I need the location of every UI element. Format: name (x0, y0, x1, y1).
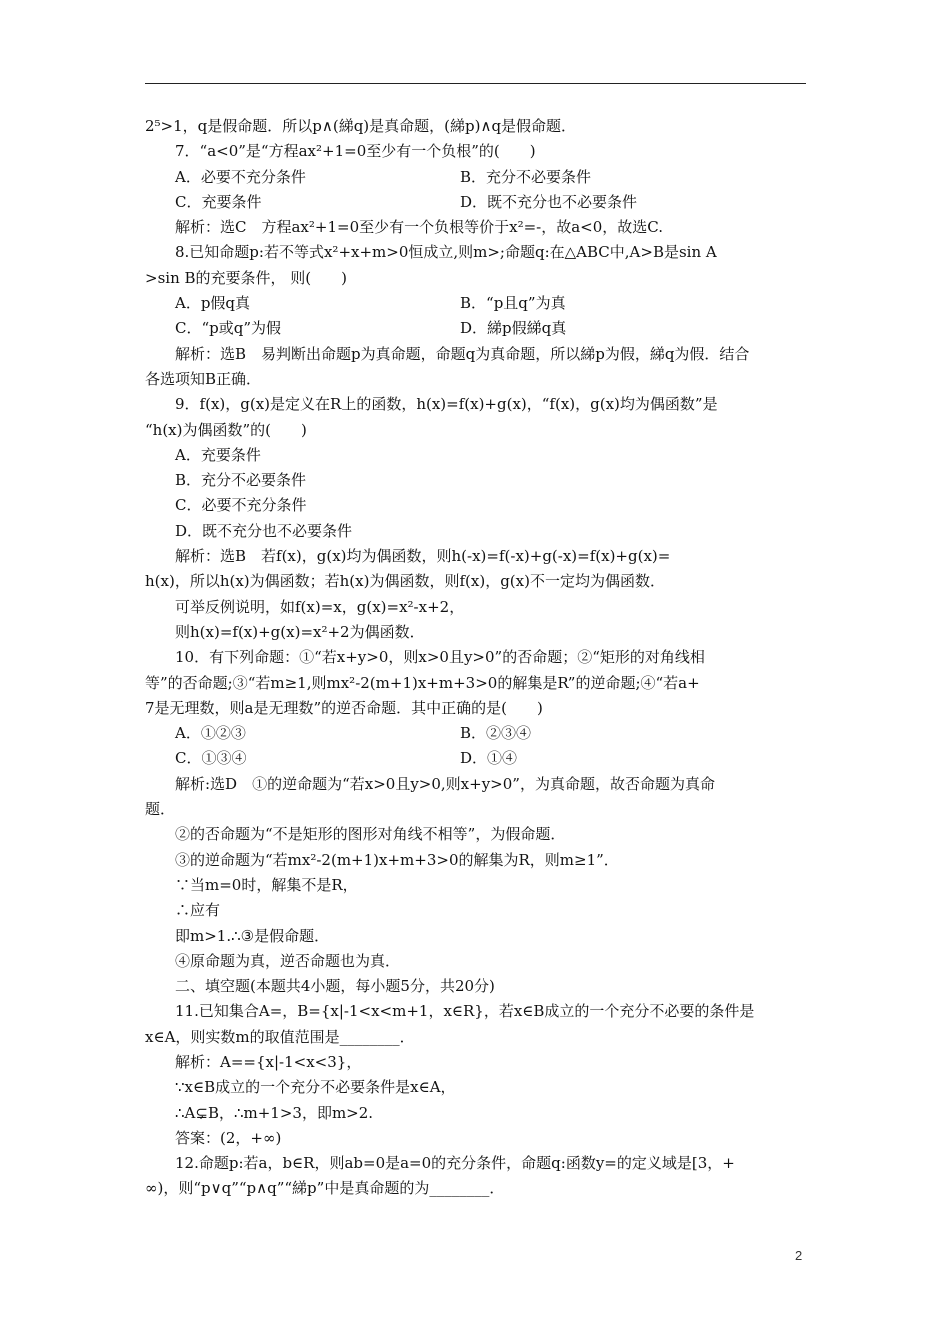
text-line: x∈A，则实数m的取值范围是________． (145, 1027, 415, 1046)
text-line: 二、填空题(本题共4小题，每小题5分，共20分) (175, 977, 495, 996)
text-line: ②的否命题为“不是矩形的图形对角线不相等”，为假命题． (175, 825, 566, 844)
text-line: ∵x∈B成立的一个充分不必要条件是x∈A， (175, 1078, 456, 1097)
text-line: ∴应有 (175, 901, 221, 920)
text-line: 可举反例说明，如f(x)=x，g(x)=x²-x+2， (175, 597, 465, 616)
text-line: ④原命题为真，逆否命题也为真． (175, 951, 401, 970)
text-line: 解析：A=={x|-1<x<3}， (175, 1052, 362, 1071)
text-line: 解析：选B 易判断出命题p为真命题，命题q为真命题，所以綈p为假，綈q为假．结合 (175, 344, 750, 363)
text-line: C．必要不充分条件 (175, 496, 307, 515)
option-row (145, 316, 806, 341)
text-line: ∵当m=0时，解集不是R， (175, 875, 358, 894)
option-row (145, 190, 806, 215)
text-line: 10．有下列命题：①“若x+y>0，则x>0且y>0”的否命题；②“矩形的对角线相 (175, 648, 705, 667)
text-line: 解析：选B 若f(x)，g(x)均为偶函数，则h(-x)=f(-x)+g(-x)=f(x)+g(x)= (175, 547, 671, 566)
text-line: “h(x)为偶函数”的( ) (145, 420, 307, 439)
option-right: D．綈p假綈q真 (460, 319, 567, 338)
text-line: 8.已知命题p:若不等式x²+x+m>0恒成立,则m>;命题q:在△ABC中,A>B是sin A (175, 243, 717, 262)
text-line: 题． (145, 800, 176, 819)
page-number: 2 (795, 1248, 803, 1263)
option-left: C．①③④ (175, 749, 247, 768)
text-line: 11.已知集合A=，B={x|-1<x<m+1，x∈R}，若x∈B成立的一个充分不必要的条件是 (175, 1002, 755, 1021)
text-line: 7是无理数，则a是无理数”的逆否命题．其中正确的是( ) (145, 698, 543, 717)
text-line: 即m>1.∴③是假命题． (175, 926, 330, 945)
text-line: 解析:选D ①的逆命题为“若x>0且y>0,则x+y>0”，为真命题，故否命题为真命 (175, 774, 715, 793)
text-line: 则h(x)=f(x)+g(x)=x²+2为偶函数． (175, 622, 425, 641)
option-row (145, 165, 806, 190)
text-line: ∞)，则“p∨q”“p∧q”“綈p”中是真命题的为________． (145, 1179, 505, 1198)
text-line: >sin B的充要条件， 则( ) (145, 268, 347, 287)
option-right: D．①④ (460, 749, 518, 768)
option-left: C．充要条件 (175, 192, 262, 211)
text-line: 7．“a<0”是“方程ax²+1=0至少有一个负根”的( ) (175, 142, 536, 161)
text-line: 等”的否命题;③“若m≥1,则mx²-2(m+1)x+m+3>0的解集是R”的逆命题;④“若a+ (145, 673, 700, 692)
option-left: A．必要不充分条件 (175, 167, 306, 186)
option-row (145, 291, 806, 316)
text-line: 12.命题p:若a，b∈R，则ab=0是a=0的充分条件，命题q:函数y=的定义域是[3，+ (175, 1154, 735, 1173)
option-right: B．“p且q”为真 (460, 294, 566, 313)
text-line: 9．f(x)，g(x)是定义在R上的函数，h(x)=f(x)+g(x)，“f(x)，g(x)均为偶函数”是 (175, 395, 718, 414)
page-body (145, 114, 806, 1202)
text-line: h(x)，所以h(x)为偶函数；若h(x)为偶函数，则f(x)，g(x)不一定均为偶函数． (145, 572, 665, 591)
option-right: D．既不充分也不必要条件 (460, 192, 638, 211)
text-line: 2⁵>1，q是假命题．所以p∧(綈q)是真命题，(綈p)∧q是假命题． (145, 117, 577, 135)
option-right: B．充分不必要条件 (460, 167, 592, 186)
option-row (145, 721, 806, 746)
text-line: 各选项知B正确． (145, 369, 262, 388)
text-line: A．充要条件 (175, 445, 261, 464)
option-left: C．“p或q”为假 (175, 319, 282, 338)
text-line: 解析：选C 方程ax²+1=0至少有一个负根等价于x²=-，故a<0，故选C. (175, 218, 663, 237)
option-left: A．p假q真 (175, 294, 251, 313)
text-line: 答案：(2，+∞) (175, 1128, 282, 1147)
option-row (145, 746, 806, 771)
option-left: A．①②③ (175, 724, 246, 743)
text-line: ③的逆命题为“若mx²-2(m+1)x+m+3>0的解集为R，则m≥1”． (175, 850, 619, 869)
text-line: D．既不充分也不必要条件 (175, 521, 353, 540)
text-line: B．充分不必要条件 (175, 471, 307, 490)
header-rule (145, 83, 806, 84)
text-line: ∴A⊊B，∴m+1>3，即m>2. (175, 1103, 374, 1122)
option-right: B．②③④ (460, 724, 532, 743)
